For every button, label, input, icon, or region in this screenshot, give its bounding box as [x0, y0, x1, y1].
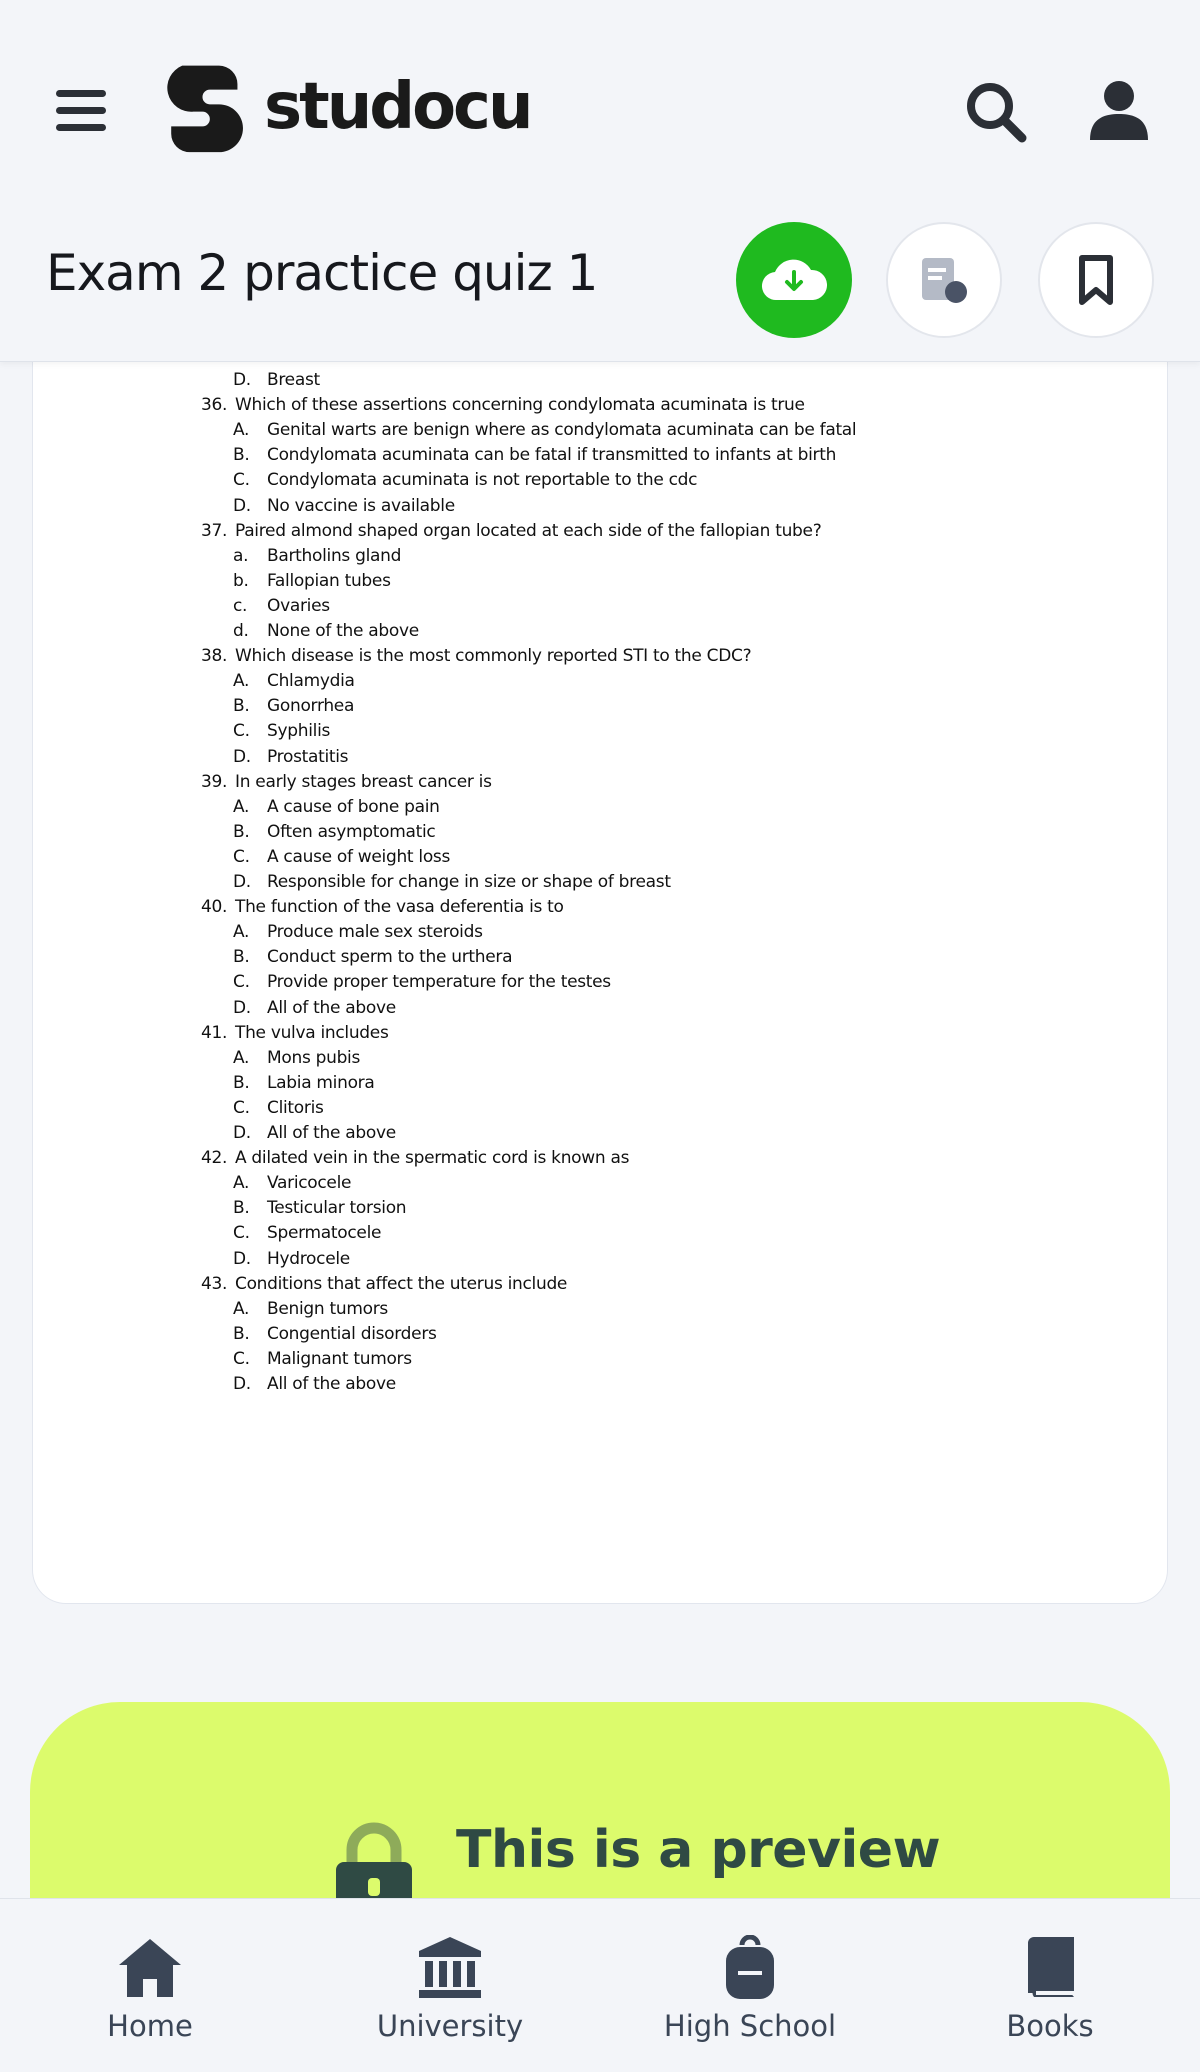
option-text: Congential disorders: [267, 1323, 437, 1344]
answer-option-line: [233, 1173, 351, 1193]
option-letter: C.: [233, 1348, 250, 1369]
option-letter: A.: [233, 1298, 250, 1319]
option-letter: B.: [233, 1198, 250, 1219]
answer-option-line: [233, 847, 450, 867]
question-number: 40.: [201, 897, 228, 918]
preview-title: This is a preview: [456, 1820, 941, 1880]
option-letter: C.: [233, 846, 250, 867]
answer-option-line: [233, 998, 396, 1018]
option-letter: D.: [233, 495, 251, 516]
option-text: Genital warts are benign where as condylomata acuminata can be fatal: [267, 420, 857, 441]
question-number: 43.: [201, 1273, 228, 1294]
logo-text: studocu: [264, 70, 531, 144]
answer-option-line: [233, 822, 435, 842]
user-account-icon[interactable]: [1084, 76, 1154, 148]
option-text: Gonorrhea: [267, 696, 355, 717]
answer-option-line: [233, 420, 856, 440]
question-text: Paired almond shaped organ located at each side of the fallopian tube?: [235, 520, 822, 541]
option-letter: A.: [233, 796, 250, 817]
nav-university[interactable]: [300, 1899, 600, 2072]
option-text: All of the above: [267, 997, 396, 1018]
option-text: Produce male sex steroids: [267, 922, 483, 943]
answer-option-line: [233, 571, 391, 591]
question-line: [201, 772, 492, 792]
bookmark-icon: [1074, 254, 1118, 306]
question-text: In early stages breast cancer is: [235, 771, 492, 792]
bottom-navigation: [0, 1898, 1200, 2072]
answer-option-line: [233, 1123, 396, 1143]
studocu-logo[interactable]: [162, 62, 532, 154]
option-text: Often asymptomatic: [267, 821, 436, 842]
question-text: The function of the vasa deferentia is to: [235, 897, 564, 918]
option-text: Condylomata acuminata is not reportable to the cdc: [267, 470, 698, 491]
option-letter: A.: [233, 420, 250, 441]
cloud-download-icon: [761, 256, 827, 304]
option-letter: D.: [233, 370, 251, 390]
answer-option-line: [233, 1198, 406, 1218]
book-icon: [1022, 1935, 1078, 1999]
nav-books-label: Books: [1006, 2009, 1094, 2043]
answer-option-line: [233, 747, 348, 767]
option-letter: C.: [233, 470, 250, 491]
answer-option-line: [233, 1098, 324, 1118]
top-header: [0, 0, 1200, 362]
option-letter: B.: [233, 1323, 250, 1344]
option-text: A cause of bone pain: [267, 796, 440, 817]
document-title: Exam 2 practice quiz 1: [46, 244, 598, 302]
option-text: Clitoris: [267, 1097, 324, 1118]
option-text: All of the above: [267, 1123, 396, 1143]
option-letter: c.: [233, 595, 248, 616]
question-text: Which of these assertions concerning condylomata acuminata is true: [235, 395, 805, 416]
option-text: Fallopian tubes: [267, 570, 391, 591]
option-text: None of the above: [267, 621, 419, 641]
question-number: 37.: [201, 520, 228, 541]
option-text: Bartholins gland: [267, 545, 402, 566]
option-text: A cause of weight loss: [267, 846, 451, 867]
option-letter: A.: [233, 1173, 250, 1194]
option-text: Malignant tumors: [267, 1348, 412, 1369]
option-letter: D.: [233, 1374, 251, 1394]
option-text: Conduct sperm to the urthera: [267, 947, 513, 968]
question-text: The vulva includes: [235, 1022, 389, 1043]
option-letter: A.: [233, 922, 250, 943]
answer-option-line: [233, 696, 354, 716]
option-letter: D.: [233, 872, 251, 892]
studocu-logo-icon: [162, 62, 254, 154]
document-page: [32, 340, 1168, 1604]
answer-option-line: [233, 872, 671, 892]
nav-home-label: Home: [107, 2009, 193, 2043]
answer-option-line: [233, 1349, 412, 1369]
option-text: Spermatocele: [267, 1223, 382, 1244]
nav-books[interactable]: [900, 1899, 1200, 2072]
option-text: Responsible for change in size or shape of breast: [267, 872, 671, 892]
hamburger-menu-icon[interactable]: [52, 86, 110, 136]
answer-option-line: [233, 671, 355, 691]
question-number: 36.: [201, 395, 228, 416]
answer-option-line: [233, 1299, 388, 1319]
answer-option-line: [233, 1324, 437, 1344]
option-text: All of the above: [267, 1374, 396, 1394]
option-text: Provide proper temperature for the testes: [267, 972, 611, 993]
option-letter: B.: [233, 821, 250, 842]
option-text: Hydrocele: [267, 1248, 350, 1269]
answer-option-line: [233, 972, 611, 992]
search-icon[interactable]: [960, 76, 1032, 148]
bookmark-button[interactable]: [1038, 222, 1154, 338]
option-text: Mons pubis: [267, 1047, 361, 1068]
question-line: [201, 1274, 567, 1294]
option-text: Benign tumors: [267, 1298, 388, 1319]
question-line: [201, 1148, 629, 1168]
question-line: [201, 897, 564, 917]
answer-option-line: [233, 922, 483, 942]
option-text: Ovaries: [267, 595, 330, 616]
option-letter: a.: [233, 545, 249, 566]
answer-option-line: [233, 1073, 375, 1093]
option-letter: A.: [233, 1047, 250, 1068]
option-letter: D.: [233, 997, 251, 1018]
option-text: Condylomata acuminata can be fatal if transmitted to infants at birth: [267, 445, 837, 466]
answer-option-line: [233, 470, 697, 490]
option-text: Labia minora: [267, 1072, 375, 1093]
answer-option-line: [233, 621, 419, 641]
answer-option-line: [233, 1223, 381, 1243]
option-letter: C.: [233, 1223, 250, 1244]
question-line: [201, 395, 805, 415]
document-notes-icon: [916, 252, 972, 308]
answer-option-line: [233, 1048, 360, 1068]
question-text: Which disease is the most commonly reported STI to the CDC?: [235, 646, 752, 667]
option-text: Chlamydia: [267, 671, 355, 692]
option-letter: C.: [233, 972, 250, 993]
answer-option-line: [233, 546, 401, 566]
question-text: A dilated vein in the spermatic cord is known as: [235, 1148, 630, 1169]
question-number: 42.: [201, 1148, 228, 1169]
option-letter: B.: [233, 1072, 250, 1093]
answer-option-line: [233, 947, 512, 967]
backpack-icon: [722, 1935, 778, 2001]
option-letter: B.: [233, 947, 250, 968]
answer-option-line: [233, 797, 440, 817]
nav-university-label: University: [376, 2009, 524, 2043]
nav-home[interactable]: [0, 1899, 300, 2072]
answer-option-line: [233, 496, 455, 516]
option-text: Varicocele: [267, 1173, 352, 1194]
ai-notes-button[interactable]: [886, 222, 1002, 338]
option-letter: C.: [233, 721, 250, 742]
option-text: Testicular torsion: [267, 1198, 407, 1219]
university-icon: [417, 1935, 483, 1999]
option-letter: d.: [233, 621, 249, 641]
nav-high-school[interactable]: [600, 1899, 900, 2072]
answer-option-line: [233, 721, 330, 741]
option-letter: b.: [233, 570, 249, 591]
nav-high-school-label: High School: [663, 2009, 837, 2043]
question-line: [201, 1023, 389, 1043]
answer-option-line: [233, 370, 320, 390]
option-letter: D.: [233, 746, 251, 767]
question-number: 38.: [201, 646, 228, 667]
question-line: [201, 521, 821, 541]
option-letter: C.: [233, 1097, 250, 1118]
option-text: Syphilis: [267, 721, 331, 742]
option-text: Breast: [267, 370, 320, 390]
option-letter: B.: [233, 696, 250, 717]
answer-option-line: [233, 1249, 350, 1269]
option-letter: D.: [233, 1248, 251, 1269]
question-text: Conditions that affect the uterus include: [235, 1273, 568, 1294]
answer-option-line: [233, 596, 330, 616]
option-letter: B.: [233, 445, 250, 466]
question-number: 41.: [201, 1022, 228, 1043]
download-button[interactable]: [736, 222, 852, 338]
answer-option-line: [233, 445, 836, 465]
option-letter: D.: [233, 1123, 251, 1143]
home-icon: [115, 1935, 185, 1999]
option-text: Prostatitis: [267, 746, 349, 767]
option-text: No vaccine is available: [267, 495, 455, 516]
question-line: [201, 646, 751, 666]
option-letter: A.: [233, 671, 250, 692]
question-number: 39.: [201, 771, 228, 792]
answer-option-line: [233, 1374, 396, 1394]
